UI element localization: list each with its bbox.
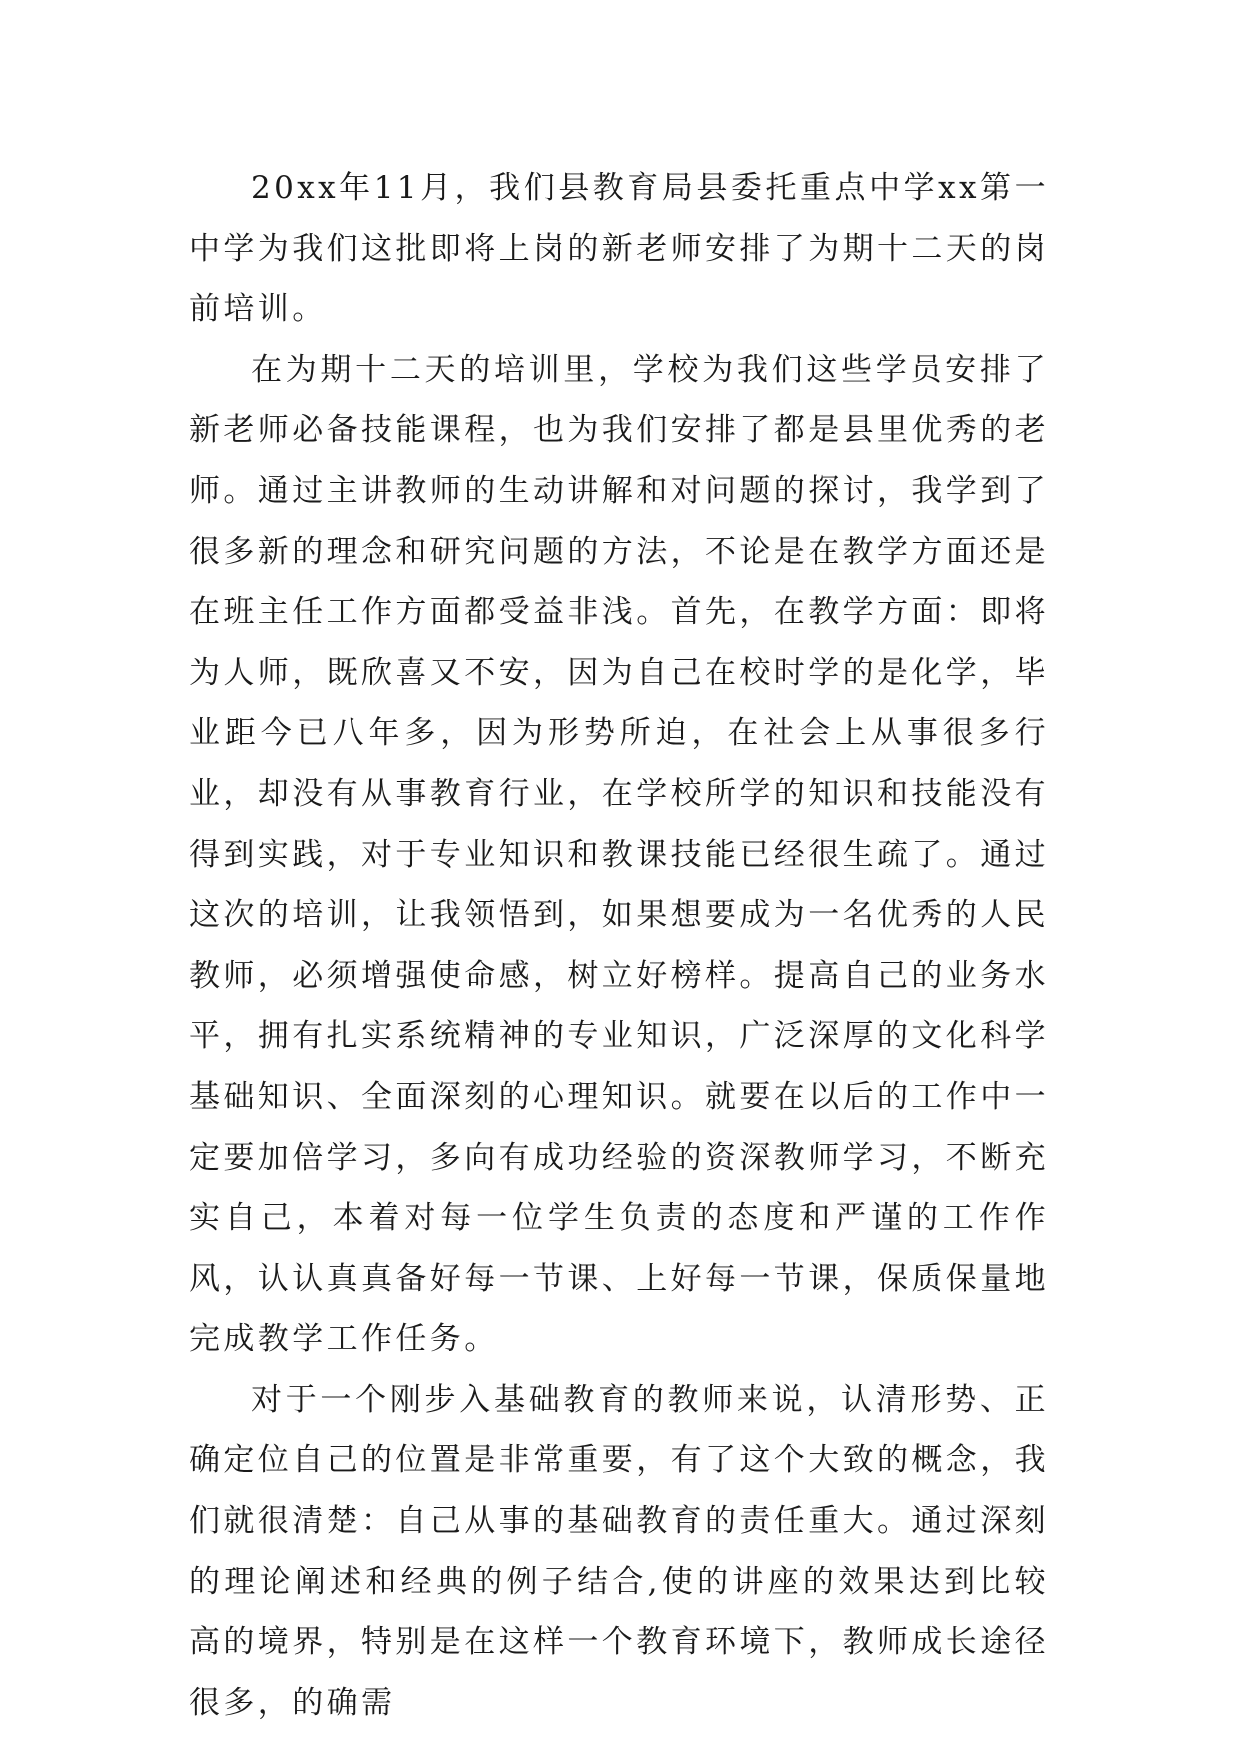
- paragraph-3: 对于一个刚步入基础教育的教师来说，认清形势、正确定位自己的位置是非常重要，有了这个大致的概念，我们就很清楚：自己从事的基础教育的责任重大。通过深刻的理论阐述和经典的例子结合,使的讲座的效果达到比较高的境界，特别是在这样一个教育环境下，教师成长途径很多，的确需: [189, 1381, 1049, 1721]
- paragraph-2: 在为期十二天的培训里，学校为我们这些学员安排了新老师必备技能课程，也为我们安排了都是县里优秀的老师。通过主讲教师的生动讲解和对问题的探讨，我学到了很多新的理念和研究问题的方法，不论是在教学方面还是在班主任工作方面都受益非浅。首先，在教学方面：即将为人师，既欣喜又不安，因为自己在校时学的是化学，毕业距今已八年多，因为形势所迫，在社会上从事很多行业，却没有从事教育行业，在学校所学的知识和技能没有得到实践，对于专业知识和教课技能已经很生疏了。通过这次的培训，让我领悟到，如果想要成为一名优秀的人民教师，必须增强使命感，树立好榜样。提高自己的业务水平，拥有扎实系统精神的专业知识，广泛深厚的文化科学基础知识、全面深刻的心理知识。就要在以后的工作中一定要加倍学习，多向有成功经验的资深教师学习，不断充实自己，本着对每一位学生负责的态度和严谨的工作作风，认认真真备好每一节课、上好每一节课，保质保量地完成教学工作任务。: [189, 351, 1049, 1358]
- paragraph-1: 20xx年11月，我们县教育局县委托重点中学xx第一中学为我们这批即将上岗的新老师安排了为期十二天的岗前培训。: [189, 170, 1049, 328]
- document-body: [189, 158, 1049, 1733]
